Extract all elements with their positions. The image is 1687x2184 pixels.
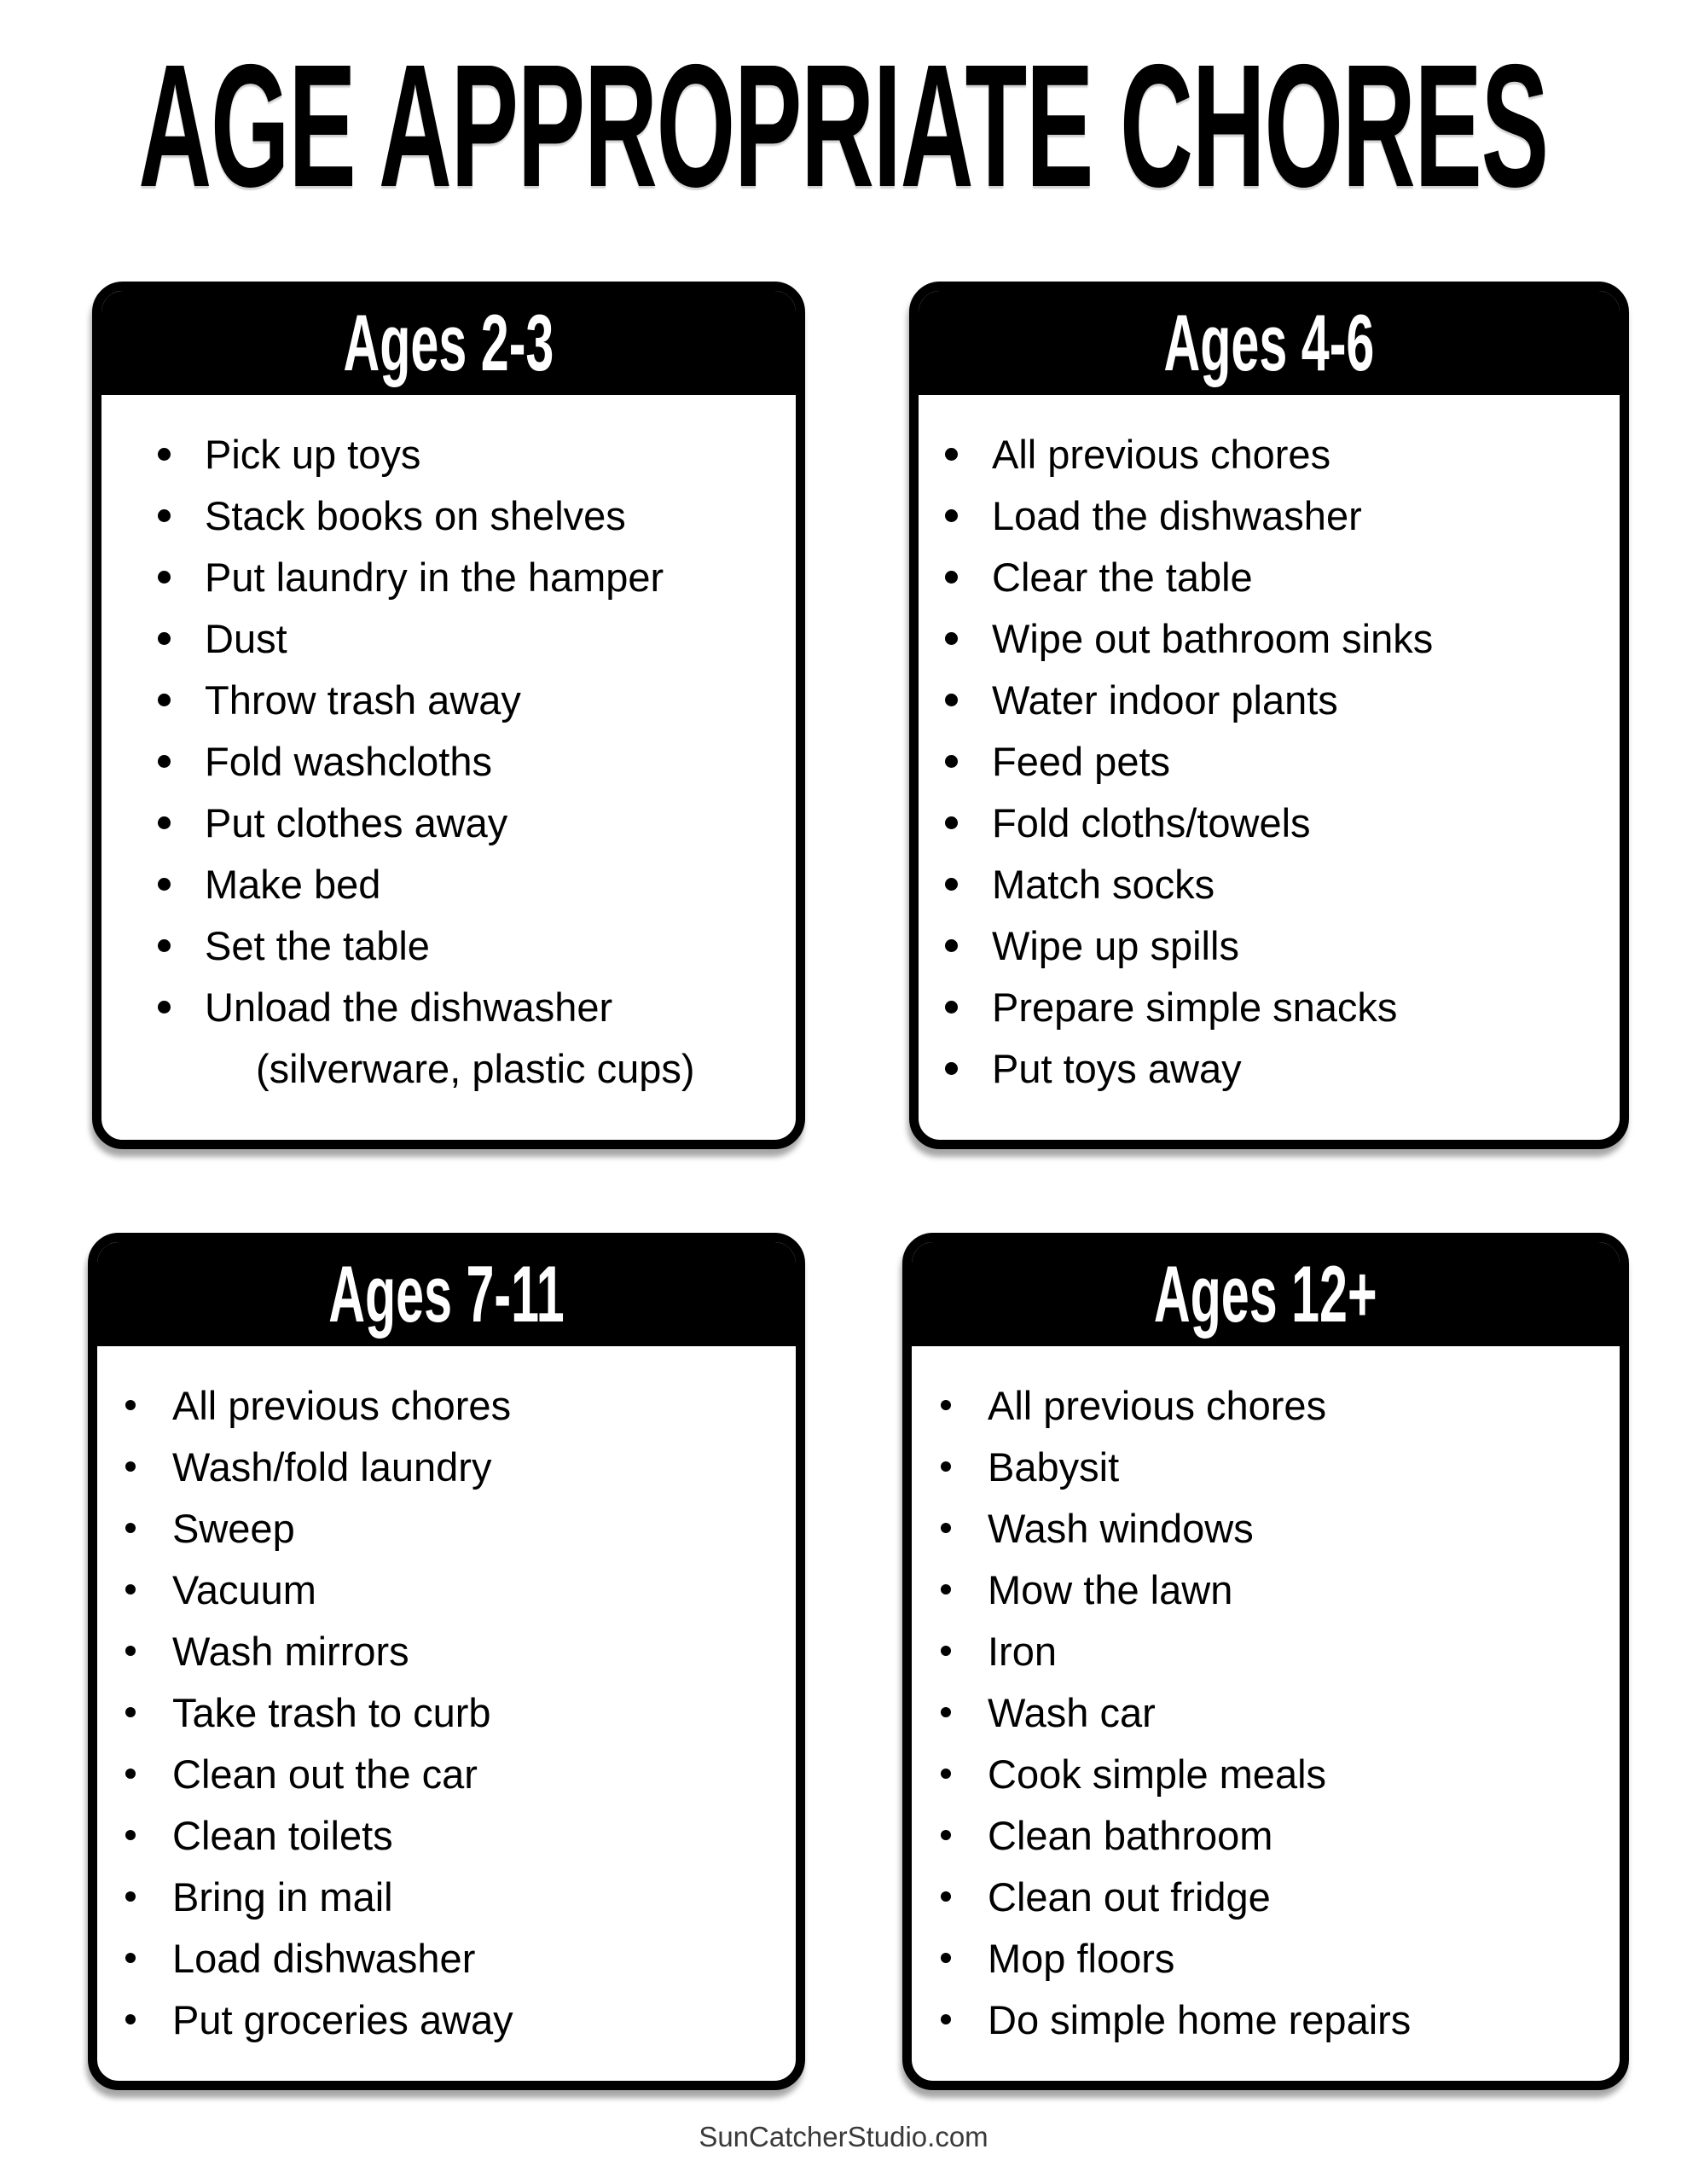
chore-item <box>945 485 1613 546</box>
bullet-icon <box>941 1707 951 1717</box>
chore-item <box>941 1866 1613 1927</box>
chore-item <box>158 546 789 607</box>
chore-item <box>945 669 1613 730</box>
bullet-icon <box>945 878 958 891</box>
chore-item <box>945 607 1613 669</box>
bullet-icon <box>941 1953 951 1963</box>
chore-item <box>945 546 1613 607</box>
chore-text: Sweep <box>172 1505 295 1551</box>
bullet-icon <box>945 1001 958 1014</box>
card-body <box>97 1346 796 2050</box>
chore-item <box>945 976 1613 1037</box>
chore-text: Put groceries away <box>172 1996 513 2042</box>
chore-item <box>941 1989 1613 2050</box>
chore-item <box>941 1497 1613 1559</box>
bullet-icon <box>158 632 171 645</box>
chore-item <box>945 915 1613 976</box>
bullet-icon <box>941 1646 951 1656</box>
chore-item <box>158 485 789 546</box>
bullet-icon <box>125 1891 136 1902</box>
chore-item <box>158 730 789 792</box>
chore-item <box>125 1497 789 1559</box>
bullet-icon <box>125 1707 136 1717</box>
chore-item <box>945 423 1613 485</box>
card-title: Ages 2-3 <box>343 298 554 387</box>
bullet-icon <box>941 1461 951 1472</box>
chore-text: Feed pets <box>992 738 1171 784</box>
bullet-icon <box>158 509 171 522</box>
chore-text: Set the table <box>205 922 430 968</box>
chore-text: Wipe up spills <box>992 922 1239 968</box>
chore-text: Do simple home repairs <box>988 1996 1412 2042</box>
chore-list <box>97 1346 796 2050</box>
card-header <box>97 1242 796 1346</box>
chore-list <box>912 1346 1620 2050</box>
chore-text: Wash windows <box>988 1505 1254 1551</box>
chore-item <box>158 669 789 730</box>
chore-text: Mow the lawn <box>988 1566 1233 1612</box>
chore-text: Bring in mail <box>172 1873 393 1920</box>
chore-item <box>941 1374 1613 1436</box>
chore-text: Stack books on shelves <box>205 492 626 538</box>
bullet-icon <box>125 1953 136 1963</box>
card-title: Ages 7-11 <box>328 1249 565 1339</box>
chore-item <box>125 1927 789 1989</box>
bullet-icon <box>125 1769 136 1779</box>
chore-item <box>941 1927 1613 1989</box>
chore-text: Babysit <box>988 1443 1120 1490</box>
bullet-icon <box>125 1584 136 1594</box>
bullet-icon <box>945 816 958 829</box>
card-body <box>919 395 1620 1099</box>
chore-text: Make bed <box>205 861 381 907</box>
card-header <box>912 1242 1620 1346</box>
chore-item <box>941 1436 1613 1497</box>
chore-item <box>941 1620 1613 1682</box>
bullet-icon <box>125 1400 136 1410</box>
chore-item <box>941 1682 1613 1743</box>
chore-item <box>158 853 789 915</box>
chore-text: Cook simple meals <box>988 1751 1327 1797</box>
bullet-icon <box>158 939 171 952</box>
chore-item <box>125 1374 789 1436</box>
chore-text: Fold washcloths <box>205 738 492 784</box>
chore-list <box>101 395 796 1037</box>
chore-text: All previous chores <box>172 1382 512 1428</box>
chore-text: Fold cloths/towels <box>992 799 1311 845</box>
chore-text: All previous chores <box>988 1382 1327 1428</box>
bullet-icon <box>941 1523 951 1533</box>
chore-text: Wipe out bathroom sinks <box>992 615 1434 661</box>
chore-item <box>125 1989 789 2050</box>
chore-text: Clean bathroom <box>988 1812 1273 1858</box>
chore-text: Iron <box>988 1628 1057 1674</box>
card-body <box>912 1346 1620 2050</box>
chore-item <box>941 1743 1613 1804</box>
chore-text: Prepare simple snacks <box>992 984 1398 1030</box>
chore-item <box>158 423 789 485</box>
chore-list <box>919 395 1620 1099</box>
bullet-icon <box>945 571 958 584</box>
chore-item <box>945 1037 1613 1099</box>
bullet-icon <box>158 1001 171 1014</box>
bullet-icon <box>945 632 958 645</box>
chore-text: Wash mirrors <box>172 1628 409 1674</box>
card-title: Ages 4-6 <box>1163 298 1375 387</box>
chore-text: Match socks <box>992 861 1215 907</box>
chore-text: Put laundry in the hamper <box>205 554 664 600</box>
bullet-icon <box>125 2014 136 2024</box>
chore-item <box>125 1436 789 1497</box>
chore-text: Load the dishwasher <box>992 492 1362 538</box>
chore-item <box>945 792 1613 853</box>
chore-text: Put toys away <box>992 1045 1242 1091</box>
bullet-icon <box>158 571 171 584</box>
chore-item <box>125 1866 789 1927</box>
bullet-icon <box>158 878 171 891</box>
bullet-icon <box>945 755 958 768</box>
chore-text: Water indoor plants <box>992 677 1338 723</box>
bullet-icon <box>941 2014 951 2024</box>
chore-item <box>941 1804 1613 1866</box>
page-title <box>0 27 1687 224</box>
bullet-icon <box>945 1062 958 1075</box>
card-ages-7-11 <box>88 1233 805 2090</box>
chore-text: Dust <box>205 615 287 661</box>
chore-item <box>125 1743 789 1804</box>
chore-note: (silverware, plastic cups) <box>256 1045 695 1091</box>
card-ages-12-plus <box>902 1233 1629 2090</box>
chore-text: Clean out the car <box>172 1751 478 1797</box>
card-header <box>919 291 1620 395</box>
bullet-icon <box>125 1646 136 1656</box>
chore-text: Clear the table <box>992 554 1253 600</box>
chore-text: Clean out fridge <box>988 1873 1271 1920</box>
chore-text: Wash/fold laundry <box>172 1443 492 1490</box>
footer-credit: SunCatcherStudio.com <box>699 2121 988 2152</box>
bullet-icon <box>941 1769 951 1779</box>
card-ages-2-3 <box>92 282 805 1149</box>
bullet-icon <box>945 448 958 461</box>
chore-text: Mop floors <box>988 1935 1175 1981</box>
bullet-icon <box>945 694 958 706</box>
chore-item <box>125 1620 789 1682</box>
card-title: Ages 12+ <box>1154 1249 1377 1339</box>
bullet-icon <box>945 509 958 522</box>
bullet-icon <box>941 1584 951 1594</box>
bullet-icon <box>125 1523 136 1533</box>
chore-text: Put clothes away <box>205 799 508 845</box>
card-ages-4-6 <box>909 282 1629 1149</box>
chore-text: Load dishwasher <box>172 1935 476 1981</box>
page-title-text: AGE APPROPRIATE CHORES <box>138 27 1549 224</box>
bullet-icon <box>945 939 958 952</box>
chore-item <box>158 792 789 853</box>
bullet-icon <box>941 1830 951 1840</box>
chore-item <box>941 1559 1613 1620</box>
chore-text: Unload the dishwasher <box>205 984 613 1030</box>
bullet-icon <box>158 448 171 461</box>
bullet-icon <box>941 1400 951 1410</box>
chore-item <box>945 853 1613 915</box>
chore-item <box>945 730 1613 792</box>
bullet-icon <box>125 1830 136 1840</box>
bullet-icon <box>125 1461 136 1472</box>
chore-text: Wash car <box>988 1689 1156 1735</box>
card-header <box>101 291 796 395</box>
bullet-icon <box>158 694 171 706</box>
chore-item <box>125 1559 789 1620</box>
chore-text: Take trash to curb <box>172 1689 491 1735</box>
chore-item <box>158 607 789 669</box>
chore-text: Pick up toys <box>205 431 421 477</box>
bullet-icon <box>158 755 171 768</box>
chore-item <box>125 1682 789 1743</box>
chore-item <box>158 976 789 1037</box>
chore-text: Throw trash away <box>205 677 521 723</box>
card-body <box>101 395 796 1099</box>
chore-text: All previous chores <box>992 431 1331 477</box>
chore-text: Vacuum <box>172 1566 316 1612</box>
bullet-icon <box>158 816 171 829</box>
chore-item <box>125 1804 789 1866</box>
chore-item <box>158 915 789 976</box>
bullet-icon <box>941 1891 951 1902</box>
chore-text: Clean toilets <box>172 1812 393 1858</box>
